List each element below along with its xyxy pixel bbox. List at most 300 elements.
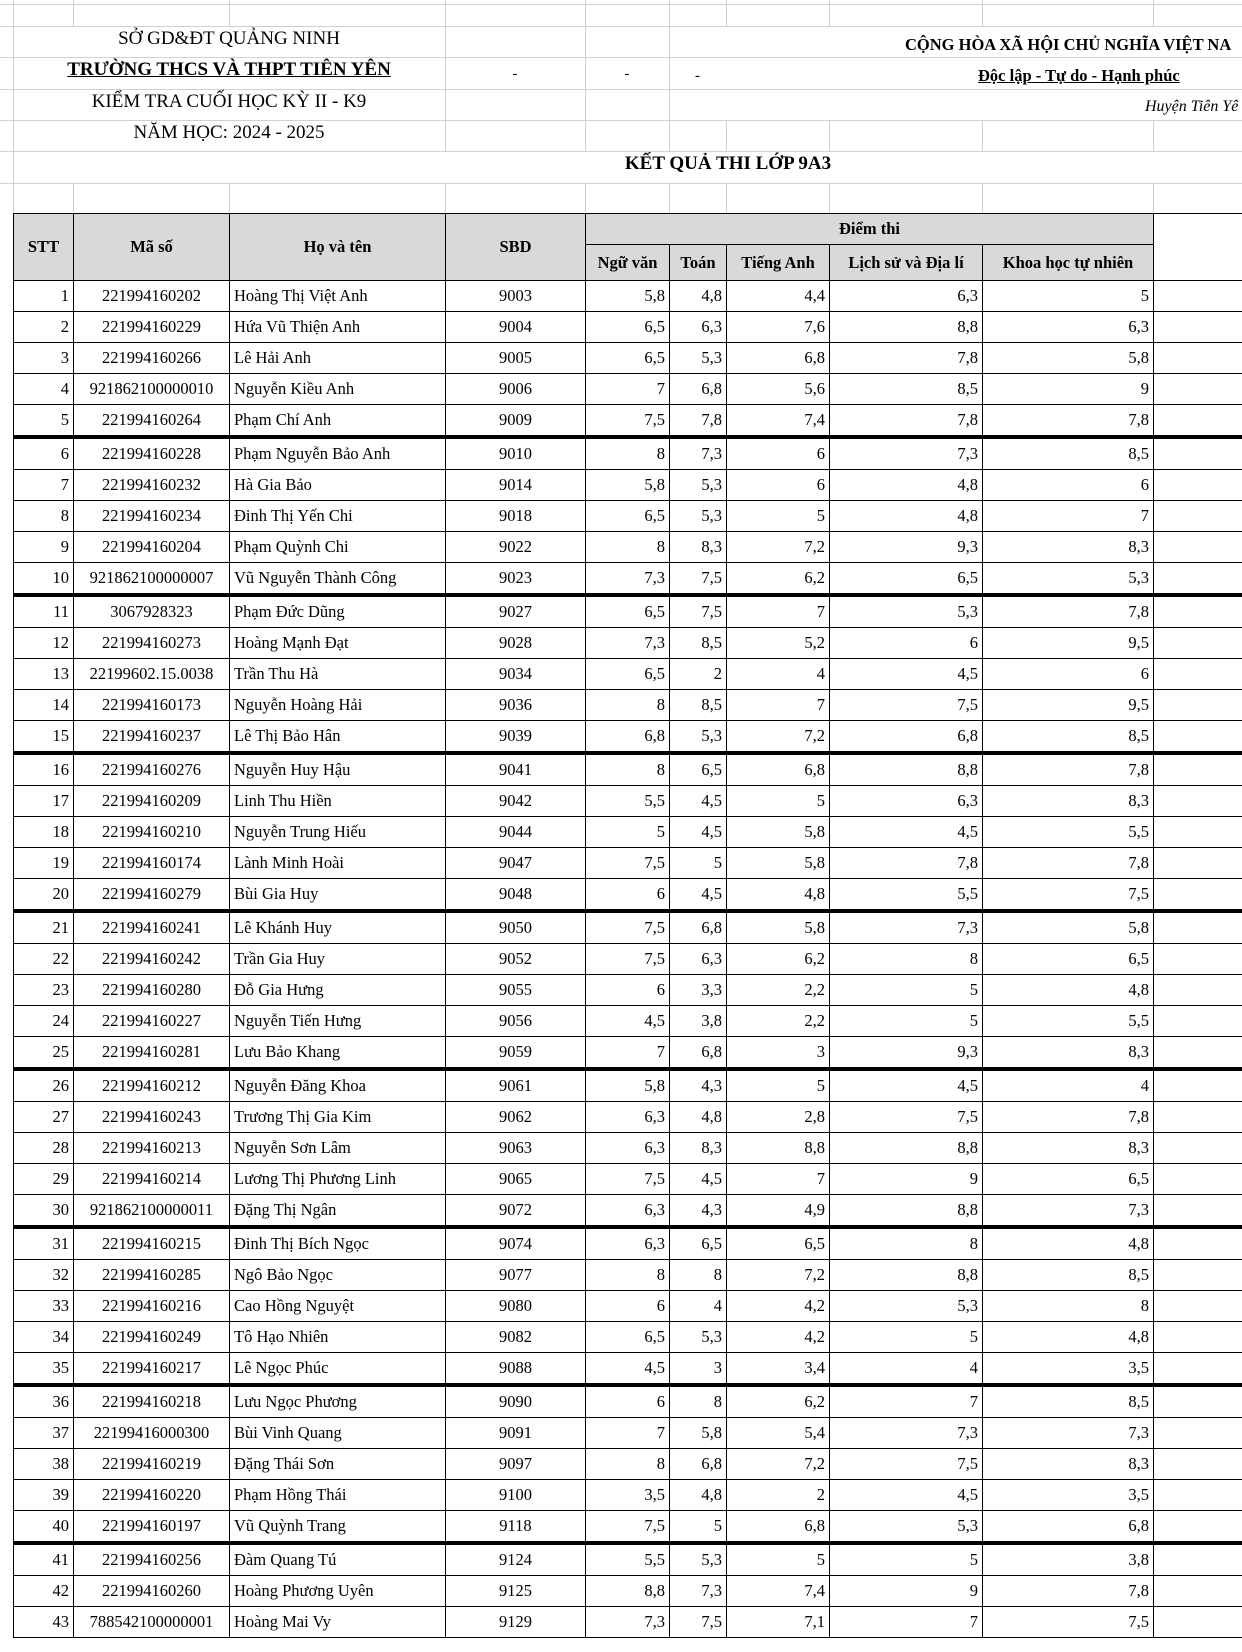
table-row (14, 501, 1242, 532)
row-code: 221994160266 (74, 343, 230, 374)
row-code: 221994160264 (74, 405, 230, 438)
score-su: 4 (830, 1353, 983, 1386)
score-van: 7,5 (586, 944, 670, 975)
score-anh: 6,8 (727, 1511, 830, 1544)
row-code: 3067928323 (74, 595, 230, 628)
score-su: 4,5 (830, 1480, 983, 1511)
col-extra (1154, 214, 1242, 281)
row-code: 221994160216 (74, 1291, 230, 1322)
score-toan: 6,8 (670, 374, 727, 405)
row-name: Trương Thị Gia Kim (230, 1102, 446, 1133)
row-name: Linh Thu Hiền (230, 786, 446, 817)
score-anh: 5,4 (727, 1418, 830, 1449)
score-khtn: 7,5 (983, 879, 1154, 912)
score-anh: 5,6 (727, 374, 830, 405)
row-stt: 37 (14, 1418, 74, 1449)
row-name: Đàm Quang Tú (230, 1543, 446, 1576)
score-toan: 5,8 (670, 1418, 727, 1449)
col-anh: Tiếng Anh (727, 245, 830, 281)
table-row (14, 786, 1242, 817)
table-row (14, 437, 1242, 470)
row-code: 921862100000011 (74, 1195, 230, 1228)
row-stt: 21 (14, 911, 74, 944)
score-van: 6,8 (586, 721, 670, 754)
score-su: 9 (830, 1164, 983, 1195)
score-khtn: 5 (983, 281, 1154, 312)
row-extra (1154, 817, 1242, 848)
table-row (14, 405, 1242, 438)
score-khtn: 6,8 (983, 1511, 1154, 1544)
row-name: Hoàng Mai Vy (230, 1607, 446, 1638)
row-name: Nguyễn Trung Hiếu (230, 817, 446, 848)
table-row (14, 343, 1242, 374)
score-anh: 7,2 (727, 721, 830, 754)
score-van: 3,5 (586, 1480, 670, 1511)
row-stt: 42 (14, 1576, 74, 1607)
row-sbd: 9047 (446, 848, 586, 879)
score-toan: 4,5 (670, 1164, 727, 1195)
row-code: 221994160256 (74, 1543, 230, 1576)
school-year: NĂM HỌC: 2024 - 2025 (133, 122, 325, 143)
score-toan: 7,5 (670, 563, 727, 596)
row-code: 788542100000001 (74, 1607, 230, 1638)
score-van: 6,5 (586, 501, 670, 532)
score-toan: 5,3 (670, 1543, 727, 1576)
score-toan: 4,3 (670, 1195, 727, 1228)
row-stt: 25 (14, 1037, 74, 1070)
row-sbd: 9124 (446, 1543, 586, 1576)
score-anh: 5 (727, 786, 830, 817)
score-anh: 6 (727, 470, 830, 501)
row-name: Phạm Quỳnh Chi (230, 532, 446, 563)
row-sbd: 9072 (446, 1195, 586, 1228)
row-code: 221994160219 (74, 1449, 230, 1480)
score-khtn: 7,3 (983, 1418, 1154, 1449)
score-khtn: 3,8 (983, 1543, 1154, 1576)
score-khtn: 6,3 (983, 312, 1154, 343)
score-khtn: 4,8 (983, 1227, 1154, 1260)
row-name: Nguyễn Huy Hậu (230, 753, 446, 786)
score-su: 5 (830, 1543, 983, 1576)
row-code: 221994160174 (74, 848, 230, 879)
row-extra (1154, 1418, 1242, 1449)
score-anh: 6,5 (727, 1227, 830, 1260)
row-name: Lưu Bảo Khang (230, 1037, 446, 1070)
row-sbd: 9028 (446, 628, 586, 659)
table-row (14, 1449, 1242, 1480)
row-stt: 15 (14, 721, 74, 754)
table-row (14, 944, 1242, 975)
row-sbd: 9052 (446, 944, 586, 975)
score-anh: 4,2 (727, 1322, 830, 1353)
row-code: 22199416000300 (74, 1418, 230, 1449)
score-toan: 6,5 (670, 753, 727, 786)
row-code: 221994160202 (74, 281, 230, 312)
score-anh: 6,8 (727, 753, 830, 786)
col-sbd: SBD (446, 214, 586, 281)
score-toan: 5 (670, 848, 727, 879)
row-code: 221994160204 (74, 532, 230, 563)
score-toan: 8,5 (670, 690, 727, 721)
row-stt: 4 (14, 374, 74, 405)
row-stt: 13 (14, 659, 74, 690)
score-anh: 5 (727, 501, 830, 532)
score-khtn: 8,3 (983, 786, 1154, 817)
table-row (14, 374, 1242, 405)
row-extra (1154, 374, 1242, 405)
score-van: 6 (586, 1385, 670, 1418)
row-code: 221994160242 (74, 944, 230, 975)
row-sbd: 9118 (446, 1511, 586, 1544)
score-toan: 3 (670, 1353, 727, 1386)
score-su: 5,3 (830, 595, 983, 628)
row-extra (1154, 1511, 1242, 1544)
score-toan: 5 (670, 1511, 727, 1544)
score-su: 8,8 (830, 312, 983, 343)
score-toan: 5,3 (670, 721, 727, 754)
table-row (14, 690, 1242, 721)
row-code: 221994160227 (74, 1006, 230, 1037)
row-sbd: 9056 (446, 1006, 586, 1037)
row-code: 221994160241 (74, 911, 230, 944)
score-van: 7,5 (586, 1511, 670, 1544)
score-su: 9,3 (830, 532, 983, 563)
col-su: Lịch sử và Địa lí (830, 245, 983, 281)
row-sbd: 9041 (446, 753, 586, 786)
score-toan: 4,5 (670, 879, 727, 912)
row-stt: 27 (14, 1102, 74, 1133)
score-anh: 4,2 (727, 1291, 830, 1322)
row-sbd: 9062 (446, 1102, 586, 1133)
row-extra (1154, 437, 1242, 470)
score-anh: 4,4 (727, 281, 830, 312)
results-body (14, 281, 1242, 1638)
score-anh: 5 (727, 1543, 830, 1576)
score-khtn: 7,5 (983, 1607, 1154, 1638)
row-name: Hoàng Thị Việt Anh (230, 281, 446, 312)
score-van: 8 (586, 690, 670, 721)
row-extra (1154, 1260, 1242, 1291)
score-van: 6 (586, 879, 670, 912)
score-anh: 2,2 (727, 975, 830, 1006)
row-stt: 43 (14, 1607, 74, 1638)
row-sbd: 9091 (446, 1418, 586, 1449)
score-khtn: 4,8 (983, 975, 1154, 1006)
row-stt: 3 (14, 343, 74, 374)
score-van: 8 (586, 753, 670, 786)
row-sbd: 9059 (446, 1037, 586, 1070)
row-extra (1154, 563, 1242, 596)
row-code: 221994160273 (74, 628, 230, 659)
score-su: 8,8 (830, 1133, 983, 1164)
score-khtn: 6 (983, 659, 1154, 690)
score-van: 7 (586, 1418, 670, 1449)
row-name: Cao Hồng Nguyệt (230, 1291, 446, 1322)
score-su: 7 (830, 1607, 983, 1638)
score-khtn: 7,8 (983, 1102, 1154, 1133)
score-anh: 5 (727, 1069, 830, 1102)
table-row (14, 817, 1242, 848)
score-anh: 7 (727, 1164, 830, 1195)
row-name: Lê Khánh Huy (230, 911, 446, 944)
row-sbd: 9050 (446, 911, 586, 944)
score-van: 7,3 (586, 563, 670, 596)
score-toan: 6,3 (670, 312, 727, 343)
score-toan: 4,8 (670, 1102, 727, 1133)
table-row (14, 470, 1242, 501)
score-van: 7 (586, 1037, 670, 1070)
row-name: Trần Thu Hà (230, 659, 446, 690)
score-anh: 6,2 (727, 1385, 830, 1418)
row-extra (1154, 848, 1242, 879)
score-khtn: 9 (983, 374, 1154, 405)
row-stt: 5 (14, 405, 74, 438)
score-su: 7,8 (830, 405, 983, 438)
score-van: 8 (586, 1260, 670, 1291)
row-sbd: 9100 (446, 1480, 586, 1511)
score-toan: 4,3 (670, 1069, 727, 1102)
row-name: Lê Hải Anh (230, 343, 446, 374)
row-extra (1154, 753, 1242, 786)
row-extra (1154, 405, 1242, 438)
table-row (14, 312, 1242, 343)
score-su: 8 (830, 1227, 983, 1260)
score-khtn: 7,8 (983, 1576, 1154, 1607)
score-toan: 8,3 (670, 532, 727, 563)
score-su: 5 (830, 975, 983, 1006)
table-row (14, 1607, 1242, 1638)
score-van: 4,5 (586, 1006, 670, 1037)
score-khtn: 9,5 (983, 690, 1154, 721)
row-name: Lành Minh Hoài (230, 848, 446, 879)
row-sbd: 9097 (446, 1449, 586, 1480)
table-row (14, 595, 1242, 628)
score-toan: 3,8 (670, 1006, 727, 1037)
score-anh: 7,1 (727, 1607, 830, 1638)
row-name: Nguyễn Sơn Lâm (230, 1133, 446, 1164)
row-sbd: 9048 (446, 879, 586, 912)
score-anh: 7,2 (727, 1260, 830, 1291)
score-anh: 7,2 (727, 1449, 830, 1480)
row-name: Vũ Quỳnh Trang (230, 1511, 446, 1544)
table-row (14, 753, 1242, 786)
row-code: 921862100000007 (74, 563, 230, 596)
table-row (14, 1385, 1242, 1418)
row-extra (1154, 1069, 1242, 1102)
table-row (14, 1069, 1242, 1102)
score-van: 7 (586, 374, 670, 405)
score-su: 6,3 (830, 281, 983, 312)
score-su: 4,8 (830, 470, 983, 501)
row-sbd: 9055 (446, 975, 586, 1006)
score-khtn: 8,3 (983, 1037, 1154, 1070)
score-van: 8 (586, 437, 670, 470)
score-su: 6,5 (830, 563, 983, 596)
row-extra (1154, 1385, 1242, 1418)
score-anh: 7,4 (727, 1576, 830, 1607)
score-su: 9,3 (830, 1037, 983, 1070)
score-anh: 6 (727, 437, 830, 470)
row-stt: 28 (14, 1133, 74, 1164)
score-su: 7 (830, 1385, 983, 1418)
table-row (14, 1322, 1242, 1353)
score-van: 7,5 (586, 1164, 670, 1195)
row-name: Ngô Bảo Ngọc (230, 1260, 446, 1291)
score-van: 6,5 (586, 659, 670, 690)
score-toan: 8,5 (670, 628, 727, 659)
row-sbd: 9004 (446, 312, 586, 343)
row-name: Đặng Thái Sơn (230, 1449, 446, 1480)
row-extra (1154, 281, 1242, 312)
score-khtn: 8 (983, 1291, 1154, 1322)
score-anh: 4 (727, 659, 830, 690)
score-anh: 6,8 (727, 343, 830, 374)
score-su: 8,5 (830, 374, 983, 405)
score-toan: 5,3 (670, 501, 727, 532)
row-sbd: 9129 (446, 1607, 586, 1638)
score-su: 7,8 (830, 343, 983, 374)
score-anh: 4,9 (727, 1195, 830, 1228)
score-toan: 2 (670, 659, 727, 690)
score-khtn: 3,5 (983, 1353, 1154, 1386)
score-su: 8,8 (830, 753, 983, 786)
row-extra (1154, 1576, 1242, 1607)
score-su: 8,8 (830, 1260, 983, 1291)
row-stt: 24 (14, 1006, 74, 1037)
row-stt: 6 (14, 437, 74, 470)
row-code: 221994160281 (74, 1037, 230, 1070)
row-stt: 35 (14, 1353, 74, 1386)
row-sbd: 9080 (446, 1291, 586, 1322)
row-stt: 14 (14, 690, 74, 721)
row-name: Hoàng Mạnh Đạt (230, 628, 446, 659)
row-sbd: 9088 (446, 1353, 586, 1386)
row-sbd: 9014 (446, 470, 586, 501)
row-code: 221994160237 (74, 721, 230, 754)
row-sbd: 9022 (446, 532, 586, 563)
score-van: 4,5 (586, 1353, 670, 1386)
score-van: 5,8 (586, 281, 670, 312)
table-row (14, 659, 1242, 690)
score-su: 5 (830, 1322, 983, 1353)
score-toan: 5,3 (670, 1322, 727, 1353)
score-anh: 8,8 (727, 1133, 830, 1164)
row-stt: 26 (14, 1069, 74, 1102)
dash-cell: - (624, 66, 630, 82)
table-row (14, 1133, 1242, 1164)
row-extra (1154, 1449, 1242, 1480)
row-extra (1154, 1543, 1242, 1576)
row-extra (1154, 690, 1242, 721)
row-stt: 31 (14, 1227, 74, 1260)
place-date: Huyện Tiên Yê (1145, 98, 1239, 115)
score-anh: 2,2 (727, 1006, 830, 1037)
col-code: Mã số (74, 214, 230, 281)
row-extra (1154, 1353, 1242, 1386)
row-extra (1154, 312, 1242, 343)
row-code: 221994160217 (74, 1353, 230, 1386)
row-sbd: 9006 (446, 374, 586, 405)
score-van: 6,3 (586, 1195, 670, 1228)
table-row (14, 1227, 1242, 1260)
score-van: 5,5 (586, 786, 670, 817)
row-sbd: 9005 (446, 343, 586, 374)
score-khtn: 3,5 (983, 1480, 1154, 1511)
row-extra (1154, 1037, 1242, 1070)
row-stt: 20 (14, 879, 74, 912)
score-van: 6,3 (586, 1133, 670, 1164)
score-van: 8 (586, 1449, 670, 1480)
row-name: Đỗ Gia Hưng (230, 975, 446, 1006)
row-sbd: 9063 (446, 1133, 586, 1164)
row-extra (1154, 944, 1242, 975)
row-extra (1154, 470, 1242, 501)
row-stt: 9 (14, 532, 74, 563)
row-stt: 38 (14, 1449, 74, 1480)
table-row (14, 532, 1242, 563)
score-khtn: 8,5 (983, 721, 1154, 754)
score-su: 8,8 (830, 1195, 983, 1228)
table-row (14, 1543, 1242, 1576)
score-toan: 5,3 (670, 470, 727, 501)
row-name: Hà Gia Bảo (230, 470, 446, 501)
row-name: Nguyễn Tiến Hưng (230, 1006, 446, 1037)
row-code: 22199602.15.0038 (74, 659, 230, 690)
row-code: 221994160249 (74, 1322, 230, 1353)
row-code: 221994160279 (74, 879, 230, 912)
score-anh: 5,8 (727, 817, 830, 848)
score-toan: 7,5 (670, 595, 727, 628)
score-khtn: 7,8 (983, 405, 1154, 438)
table-row (14, 628, 1242, 659)
row-stt: 33 (14, 1291, 74, 1322)
score-van: 5,8 (586, 470, 670, 501)
score-su: 5,5 (830, 879, 983, 912)
row-sbd: 9061 (446, 1069, 586, 1102)
row-extra (1154, 1102, 1242, 1133)
row-stt: 10 (14, 563, 74, 596)
score-van: 7,5 (586, 911, 670, 944)
row-name: Lê Ngọc Phúc (230, 1353, 446, 1386)
table-row (14, 1291, 1242, 1322)
row-code: 221994160214 (74, 1164, 230, 1195)
row-name: Đặng Thị Ngân (230, 1195, 446, 1228)
table-row (14, 1260, 1242, 1291)
score-khtn: 7,8 (983, 848, 1154, 879)
row-extra (1154, 1607, 1242, 1638)
score-van: 6 (586, 1291, 670, 1322)
row-extra (1154, 1480, 1242, 1511)
table-row (14, 1037, 1242, 1070)
row-code: 221994160215 (74, 1227, 230, 1260)
row-extra (1154, 1322, 1242, 1353)
score-su: 7,5 (830, 1102, 983, 1133)
score-van: 7,3 (586, 1607, 670, 1638)
score-khtn: 5,5 (983, 817, 1154, 848)
row-sbd: 9027 (446, 595, 586, 628)
row-name: Đinh Thị Yến Chi (230, 501, 446, 532)
score-toan: 7,3 (670, 1576, 727, 1607)
dash-cell: - (695, 68, 700, 84)
score-anh: 5,2 (727, 628, 830, 659)
row-sbd: 9039 (446, 721, 586, 754)
row-stt: 1 (14, 281, 74, 312)
score-su: 4,5 (830, 659, 983, 690)
score-anh: 6,2 (727, 944, 830, 975)
score-khtn: 5,8 (983, 343, 1154, 374)
score-toan: 4,5 (670, 817, 727, 848)
exam-name: KIỂM TRA CUỐI HỌC KỲ II - K9 (91, 91, 367, 112)
